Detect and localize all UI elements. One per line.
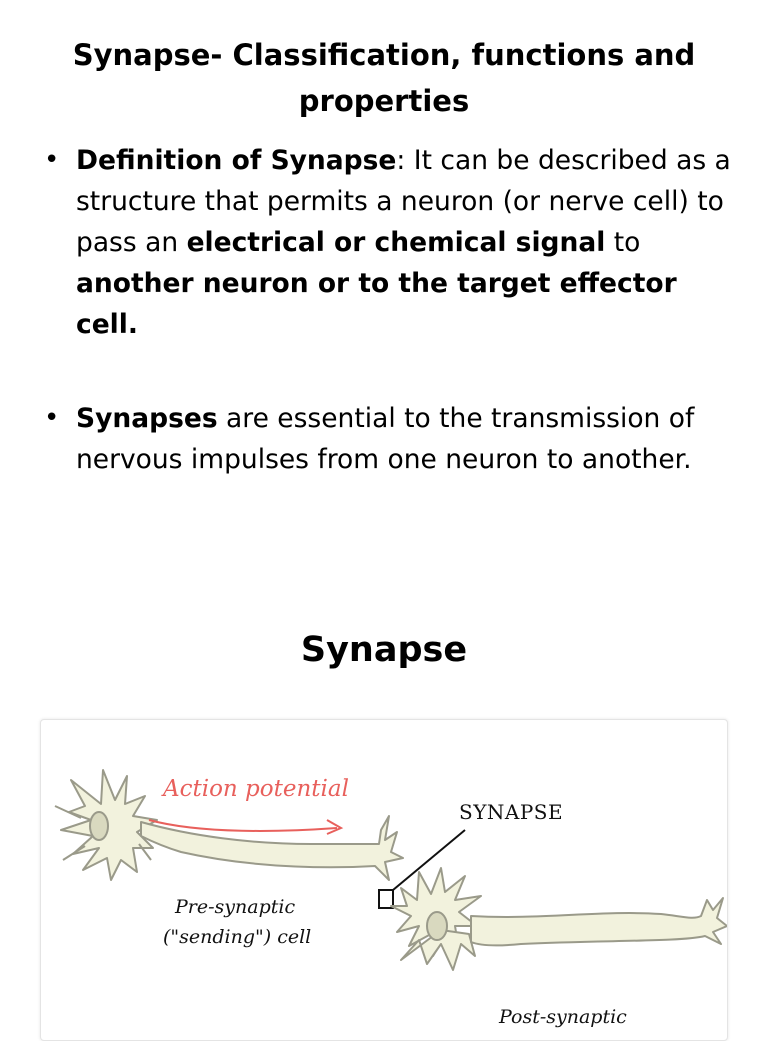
term-synapses: Synapses bbox=[76, 403, 218, 434]
bullet-dot: • bbox=[44, 145, 60, 175]
pre-synaptic-sublabel: ("sending") cell bbox=[163, 926, 312, 948]
post-nucleus bbox=[427, 912, 447, 940]
neuron-illustration bbox=[41, 720, 727, 1040]
bullet-list bbox=[42, 140, 742, 480]
bold-target: another neuron or to the target effector cell. bbox=[76, 268, 677, 340]
synapse-diagram bbox=[40, 719, 728, 1041]
synapse-label: SYNAPSE bbox=[459, 800, 564, 824]
section-title: Synapse bbox=[300, 630, 468, 670]
pre-nucleus bbox=[90, 812, 108, 840]
term-definition-of-synapse: Definition of Synapse bbox=[76, 145, 397, 176]
pre-synaptic-label: Pre-synaptic bbox=[175, 896, 296, 918]
bullet-synapses bbox=[42, 398, 742, 480]
action-potential-arrow bbox=[149, 820, 337, 831]
synapse-pointer bbox=[393, 830, 465, 890]
bullet-definition bbox=[42, 140, 742, 345]
post-synaptic-label: Post-synaptic bbox=[499, 1006, 627, 1028]
definition-text: : It can be described as a structure that permits a neuron (or nerve cell) to pass an bbox=[76, 145, 731, 258]
bullet-dot: • bbox=[44, 403, 60, 433]
connector-text: to bbox=[605, 227, 641, 258]
synapses-text: are essential to the transmission of nervous impulses from one neuron to another. bbox=[76, 403, 695, 475]
slide-title: Synapse- Classification, functions and properties bbox=[72, 38, 696, 118]
bold-signal-type: electrical or chemical signal bbox=[186, 227, 606, 258]
action-potential-label: Action potential bbox=[163, 776, 349, 802]
